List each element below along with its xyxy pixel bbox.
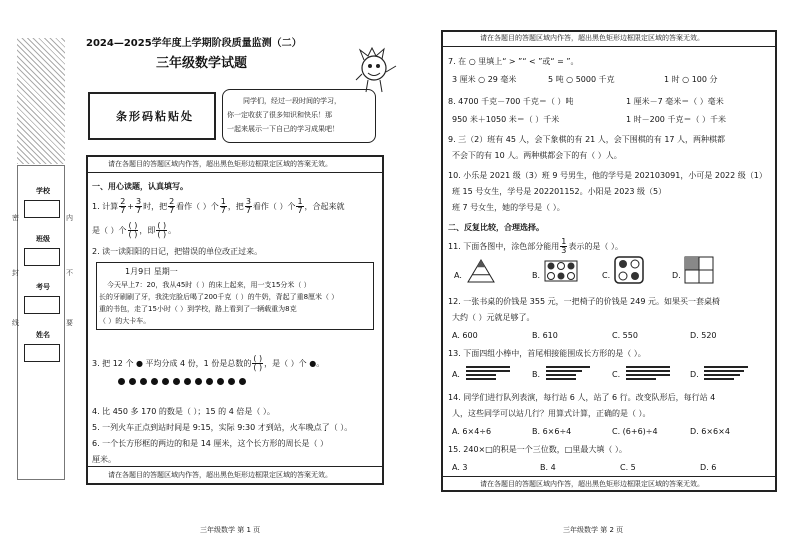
- dot: [162, 378, 169, 385]
- barcode-area: [88, 92, 216, 140]
- q11-blank[interactable]: 表示的是（ ）。: [568, 242, 623, 251]
- page-footer-2: 三年级数学 第 2 页: [563, 526, 624, 534]
- q7-item-c[interactable]: 1 时 ○ 100 分: [664, 75, 718, 84]
- diary-line-1[interactable]: 今天早上7：20，我从45时（ ）的床上起来，用一支15分米（ ）: [107, 281, 311, 289]
- triangle-shape-icon: [466, 258, 496, 284]
- page-footer-1: 三年级数学 第 1 页: [200, 526, 261, 534]
- circle-box-shape-icon: [614, 256, 644, 284]
- q12-option-a[interactable]: A. 600: [452, 331, 478, 340]
- q11-option-a[interactable]: A.: [454, 271, 462, 280]
- question-7: 7. 在 ○ 里填上“ > ”“ < ”或“ = ”。: [448, 57, 579, 66]
- question-15[interactable]: 15. 240×□的积是一个三位数，□里最大填（ ）。: [448, 445, 627, 454]
- q1-prefix: 1. 计算: [92, 202, 119, 211]
- question-12-line-2[interactable]: 大约（ ）元就足够了。: [452, 313, 535, 322]
- seal-mark: 要: [66, 319, 73, 327]
- notice-top: 请在各题目的答题区域内作答，超出黑色矩形边框限定区域的答案无效。: [108, 160, 332, 168]
- diary-line-2[interactable]: 长的牙刷刷了牙，我洗完脸后喝了200千克（ ）的牛奶，背起了重8厘米（ ）: [99, 293, 339, 301]
- question-6-line-2: 厘米。: [92, 455, 116, 464]
- circle-grid-shape-icon: [544, 260, 578, 282]
- seal-mark: 封: [12, 269, 19, 277]
- exam-subtitle: 三年级数学试题: [156, 56, 248, 71]
- q15-option-c[interactable]: C. 5: [620, 463, 636, 472]
- question-9-line-2[interactable]: 不会下的有 10 人。两种棋都会下的有（ ）人。: [452, 151, 622, 160]
- question-13[interactable]: 13. 下面四组小棒中，首尾相接能围成长方形的是（ ）。: [448, 349, 646, 358]
- diary-box: [96, 262, 374, 330]
- q3-blank[interactable]: ，是（ ）个 ●。: [264, 359, 325, 368]
- exam-number-label: 考号: [36, 283, 50, 291]
- q14-option-d[interactable]: D. 6×6×4: [690, 427, 730, 436]
- notice-top-right: 请在各题目的答题区域内作答，超出黑色矩形边框限定区域的答案无效。: [480, 34, 704, 42]
- diary-line-3[interactable]: 重的书包，走了15小时（ ）到学校，路上看到了一辆载重为8克: [99, 305, 297, 313]
- diary-line-4[interactable]: （ ）的大卡车。: [99, 317, 151, 325]
- mascot-illustration: [354, 46, 398, 94]
- fraction: $\frac{2}{7}$: [169, 197, 175, 215]
- dot: [217, 378, 224, 385]
- question-9-line-1: 9. 三（2）班有 45 人，会下象棋的有 21 人，会下围棋的有 17 人，两种棋都: [448, 135, 726, 144]
- divider: [88, 172, 382, 173]
- fraction: $\frac{1}{7}$: [297, 197, 303, 215]
- question-10-line-1: 10. 小乐是 2021 级（3）班 9 号男生，他的学号是 202103091，小可是 2022 级（1）: [448, 171, 767, 180]
- greeting-line-1: 同学们，经过一段时间的学习，: [243, 97, 341, 105]
- question-6-line-1[interactable]: 6. 一个长方形框的两边的和是 14 厘米，这个长方形的周长是（ ）: [92, 439, 328, 448]
- dot-row: [116, 378, 248, 385]
- dot: [206, 378, 213, 385]
- seal-mark: 线: [12, 319, 19, 327]
- q13-option-b[interactable]: B.: [532, 370, 541, 379]
- seal-mark: 不: [66, 269, 73, 277]
- question-10-line-3[interactable]: 班 7 号女生，她的学号是（ ）。: [452, 203, 565, 212]
- q14-option-a[interactable]: A. 6×4÷6: [452, 427, 492, 436]
- q11-option-b[interactable]: B.: [532, 271, 541, 280]
- greeting-line-2: 你一定收获了很多知识和快乐！那: [227, 111, 332, 119]
- q8-item-a[interactable]: 8. 4700 千克－700 千克＝（ ）吨: [448, 97, 574, 106]
- q8-item-c[interactable]: 950 米＋1050 米＝（ ）千米: [452, 115, 560, 124]
- q12-option-c[interactable]: C. 550: [612, 331, 638, 340]
- divider: [88, 466, 382, 467]
- question-1-line-1: 1. 计算 $\frac{2}{7}$ + $\frac{3}{7}$ 时，把 $\frac{2}{7}$ 看作（ ）个 $\frac{1}{7}$ ，把 $\frac{3}{7}$ 看作（ ）个 $\frac{1}{7}$ ，合起来就: [92, 197, 345, 215]
- q7-item-b[interactable]: 5 吨 ○ 5000 千克: [548, 75, 615, 84]
- q11-option-d[interactable]: D.: [672, 271, 681, 280]
- question-4[interactable]: 4. 比 450 多 170 的数是（ ）；15 的 4 倍是（ ）。: [92, 407, 275, 416]
- question-11: 11. 下面各图中，涂色部分能用 $\frac{1}{3}$ 表示的是（ ）。: [448, 237, 623, 255]
- q15-option-a[interactable]: A. 3: [452, 463, 468, 472]
- dot: [118, 378, 125, 385]
- question-14-line-1: 14. 同学们进行队列表演，每行站 6 人，站了 6 行。改变队形后，每行站 4: [448, 393, 716, 402]
- question-14-line-2[interactable]: 人，这些同学可以站几行？用算式计算，正确的是（ ）。: [452, 409, 651, 418]
- q13-option-a[interactable]: A.: [452, 370, 460, 379]
- diary-date: 1月9日 星期一: [125, 267, 178, 276]
- q15-option-d[interactable]: D. 6: [700, 463, 717, 472]
- q11-option-c[interactable]: C.: [602, 271, 611, 280]
- dot: [140, 378, 147, 385]
- q12-option-d[interactable]: D. 520: [690, 331, 717, 340]
- dot: [151, 378, 158, 385]
- fraction: $\frac{1}{7}$: [220, 197, 226, 215]
- question-2: 2. 读一读阳阳的日记，把错误的单位改正过来。: [92, 247, 263, 256]
- divider: [443, 476, 775, 477]
- seal-mark: 内: [66, 214, 73, 222]
- fraction: $\frac{3}{7}$: [135, 197, 142, 215]
- dot: [239, 378, 246, 385]
- seal-mark: 密: [12, 214, 19, 222]
- decorative-pattern: [17, 38, 65, 164]
- greeting-line-3: 一起来展示一下自己的学习成果吧！: [227, 125, 339, 133]
- section-2-heading: 二、反复比较，合理选择。: [448, 223, 544, 232]
- fraction-blank[interactable]: $\frac{( )}{( )}$: [253, 354, 263, 372]
- q14-option-b[interactable]: B. 6×6÷4: [532, 427, 572, 436]
- section-1-heading: 一、用心读题，认真填写。: [92, 182, 188, 191]
- class-field[interactable]: [24, 248, 60, 266]
- q1-blank-2[interactable]: 看作（ ）个: [252, 202, 296, 211]
- school-label: 学校: [36, 187, 50, 195]
- q15-option-b[interactable]: B. 4: [540, 463, 556, 472]
- question-3: 3. 把 12 个 ● 平均分成 4 份，1 份是总数的 $\frac{( )}{( )}$ ，是（ ）个 ●。: [92, 354, 325, 372]
- dot: [129, 378, 136, 385]
- q14-option-c[interactable]: C. (6+6)÷4: [612, 427, 658, 436]
- dot: [173, 378, 180, 385]
- fraction-blank[interactable]: $\frac{( )}{( )}$: [157, 221, 167, 239]
- fraction: $\frac{2}{7}$: [120, 197, 126, 215]
- school-field[interactable]: [24, 200, 60, 218]
- question-5[interactable]: 5. 一列火车正点到站时间是 9:15，实际 9:30 才到站，火车晚点了（ ）。: [92, 423, 353, 432]
- q1-blank-1[interactable]: 看作（ ）个: [176, 202, 219, 211]
- dot: [195, 378, 202, 385]
- class-label: 班级: [36, 235, 50, 243]
- q13-option-d[interactable]: D.: [690, 370, 699, 379]
- notice-bottom-right: 请在各题目的答题区域内作答，超出黑色矩形边框限定区域的答案无效。: [480, 480, 704, 488]
- question-10-line-2: 班 15 号女生，学号是 202201152。小阳是 2023 级（5）: [452, 187, 667, 196]
- dot: [228, 378, 235, 385]
- q7-item-a[interactable]: 3 厘米 ○ 29 毫米: [452, 75, 517, 84]
- q1-blank-3[interactable]: 是（ ）个: [92, 226, 127, 235]
- question-12-line-1: 12. 一张书桌的价钱是 355 元，一把椅子的价钱是 249 元。如果买一套桌椅: [448, 297, 720, 306]
- name-label: 姓名: [36, 331, 50, 339]
- barcode-label: 条形码粘贴处: [116, 110, 194, 123]
- q13-option-c[interactable]: C.: [612, 370, 621, 379]
- dot: [184, 378, 191, 385]
- fraction: $\frac{1}{3}$: [561, 237, 567, 255]
- q8-item-b[interactable]: 1 厘米－7 毫米＝（ ）毫米: [626, 97, 724, 106]
- fraction-blank[interactable]: $\frac{( )}{( )}$: [128, 221, 138, 239]
- exam-number-field[interactable]: [24, 296, 60, 314]
- grid-square-shape-icon: [684, 256, 714, 284]
- exam-title: 2024—2025学年度上学期阶段质量监测（二）: [86, 38, 302, 49]
- name-field[interactable]: [24, 344, 60, 362]
- greeting-bubble: [222, 89, 376, 143]
- question-1-line-2: 是（ ）个 $\frac{( )}{( )}$ ，即 $\frac{( )}{( )}$ 。: [92, 221, 177, 239]
- fraction: $\frac{3}{7}$: [245, 197, 251, 215]
- divider: [443, 46, 775, 47]
- q12-option-b[interactable]: B. 610: [532, 331, 558, 340]
- notice-bottom: 请在各题目的答题区域内作答，超出黑色矩形边框限定区域的答案无效。: [108, 471, 332, 479]
- q8-item-d[interactable]: 1 时－200 千克＝（ ）千米: [626, 115, 726, 124]
